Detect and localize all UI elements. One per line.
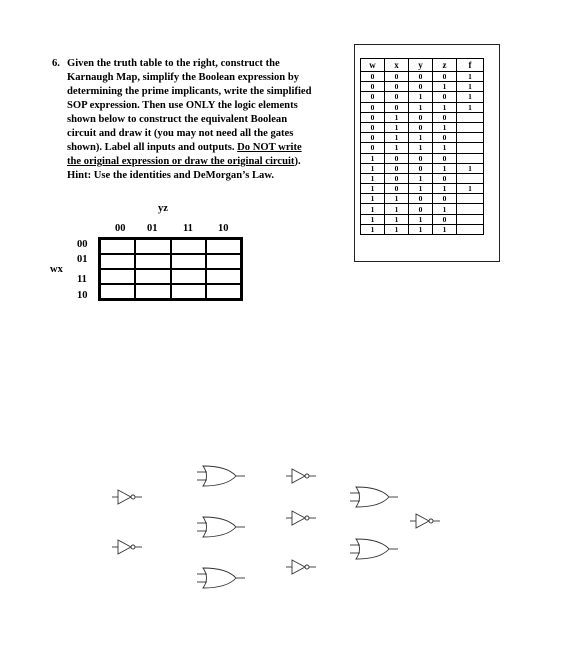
truth-table-cell: 1 xyxy=(385,224,409,234)
kmap-cell[interactable] xyxy=(206,269,241,284)
kmap-cell[interactable] xyxy=(135,254,170,269)
truth-table-cell xyxy=(457,194,484,204)
truth-table-cell: 0 xyxy=(433,173,457,183)
truth-table-row xyxy=(361,102,484,112)
kmap-cell[interactable] xyxy=(135,269,170,284)
truth-table-cell: 1 xyxy=(361,194,385,204)
truth-table-cell: 0 xyxy=(433,133,457,143)
truth-table-row xyxy=(361,72,484,82)
truth-table-cell: 0 xyxy=(385,92,409,102)
truth-table-cell: 0 xyxy=(361,133,385,143)
truth-table-cell: 1 xyxy=(385,133,409,143)
truth-table-body xyxy=(361,72,484,235)
truth-table-row xyxy=(361,122,484,132)
truth-table-cell: 1 xyxy=(361,173,385,183)
or-gate xyxy=(197,466,245,486)
kmap-row-header: 01 xyxy=(77,254,88,265)
truth-table-cell: 1 xyxy=(361,214,385,224)
truth-table-cell: 1 xyxy=(409,173,433,183)
truth-table-cell: 0 xyxy=(361,122,385,132)
truth-table-row xyxy=(361,184,484,194)
truth-table-cell: 0 xyxy=(409,153,433,163)
kmap-column-variable: yz xyxy=(158,203,168,214)
truth-table-header-z: z xyxy=(433,59,457,72)
truth-table-cell: 1 xyxy=(385,214,409,224)
truth-table-cell: 0 xyxy=(385,82,409,92)
truth-table-cell xyxy=(457,133,484,143)
truth-table-cell: 1 xyxy=(361,204,385,214)
kmap-row-header: 00 xyxy=(77,239,88,250)
truth-table-cell: 0 xyxy=(409,112,433,122)
truth-table-cell: 0 xyxy=(361,112,385,122)
not-gate xyxy=(286,560,316,574)
truth-table-header-f: f xyxy=(457,59,484,72)
kmap-col-header: 00 xyxy=(115,223,126,234)
truth-table-cell xyxy=(457,112,484,122)
truth-table-header-x: x xyxy=(385,59,409,72)
not-gate xyxy=(410,514,440,528)
truth-table-cell: 0 xyxy=(433,92,457,102)
truth-table-cell: 0 xyxy=(409,122,433,132)
truth-table-cell xyxy=(457,214,484,224)
question-line xyxy=(67,155,352,169)
truth-table-cell xyxy=(457,173,484,183)
question-line: circuit and draw it (you may not need all the gates xyxy=(67,128,294,139)
or-gate xyxy=(197,568,245,588)
kmap-cell[interactable] xyxy=(206,284,241,299)
truth-table-row xyxy=(361,173,484,183)
kmap-cell[interactable] xyxy=(100,239,135,254)
truth-table-cell: 0 xyxy=(409,194,433,204)
instruction-underlined: Do NOT write xyxy=(237,142,302,153)
truth-table-cell: 1 xyxy=(361,163,385,173)
truth-table-row xyxy=(361,204,484,214)
kmap-cell[interactable] xyxy=(171,284,206,299)
kmap-col-header: 10 xyxy=(218,223,229,234)
truth-table-cell: 1 xyxy=(433,102,457,112)
truth-table-cell: 1 xyxy=(385,112,409,122)
truth-table-cell: 0 xyxy=(361,143,385,153)
truth-table-cell: 0 xyxy=(361,72,385,82)
truth-table-cell: 1 xyxy=(433,163,457,173)
question-line: SOP expression. Then use ONLY the logic elements xyxy=(67,100,298,111)
kmap-cell[interactable] xyxy=(171,254,206,269)
truth-table-cell: 0 xyxy=(433,153,457,163)
truth-table-cell: 1 xyxy=(361,184,385,194)
truth-table-cell: 1 xyxy=(409,184,433,194)
truth-table-cell: 1 xyxy=(457,102,484,112)
kmap-cell[interactable] xyxy=(100,269,135,284)
truth-table-cell: 1 xyxy=(433,184,457,194)
kmap-row-header: 10 xyxy=(77,290,88,301)
truth-table-row xyxy=(361,214,484,224)
truth-table-row xyxy=(361,112,484,122)
truth-table-row xyxy=(361,92,484,102)
kmap-row-variable: wx xyxy=(50,264,63,275)
truth-table-cell: 0 xyxy=(433,72,457,82)
truth-table-cell: 1 xyxy=(409,224,433,234)
truth-table-cell: 1 xyxy=(433,143,457,153)
truth-table-cell: 1 xyxy=(433,82,457,92)
truth-table-row xyxy=(361,153,484,163)
kmap-row-header: 11 xyxy=(77,274,87,285)
truth-table-cell xyxy=(457,122,484,132)
truth-table-cell: 1 xyxy=(433,122,457,132)
truth-table-row xyxy=(361,133,484,143)
truth-table-header-w: w xyxy=(361,59,385,72)
truth-table-cell: 1 xyxy=(433,204,457,214)
truth-table-row xyxy=(361,163,484,173)
truth-table-cell: 0 xyxy=(409,72,433,82)
truth-table-cell: 1 xyxy=(409,92,433,102)
hint-text: Hint: Use the identities and DeMorgan’s Law. xyxy=(67,170,275,181)
truth-table-cell: 0 xyxy=(385,184,409,194)
or-gate xyxy=(350,539,398,559)
truth-table-cell: 0 xyxy=(385,72,409,82)
truth-table-cell: 1 xyxy=(409,214,433,224)
truth-table-cell: 1 xyxy=(457,163,484,173)
kmap-cell[interactable] xyxy=(100,254,135,269)
or-gate xyxy=(350,487,398,507)
truth-table-cell: 1 xyxy=(361,224,385,234)
kmap-col-header: 11 xyxy=(183,223,193,234)
truth-table-row xyxy=(361,194,484,204)
truth-table-cell: 0 xyxy=(361,102,385,112)
truth-table-cell: 1 xyxy=(457,92,484,102)
truth-table-cell: 0 xyxy=(385,163,409,173)
question-line: Karnaugh Map, simplify the Boolean expression by xyxy=(67,72,300,83)
truth-table-cell: 1 xyxy=(385,204,409,214)
kmap-cell[interactable] xyxy=(100,284,135,299)
kmap-cell[interactable] xyxy=(171,269,206,284)
truth-table-cell: 0 xyxy=(361,92,385,102)
truth-table-cell: 0 xyxy=(385,173,409,183)
truth-table-cell: 0 xyxy=(409,204,433,214)
truth-table-cell: 1 xyxy=(457,82,484,92)
kmap-cell[interactable] xyxy=(135,239,170,254)
karnaugh-map-grid xyxy=(98,237,243,301)
truth-table-header-row xyxy=(361,59,484,72)
truth-table-cell xyxy=(457,143,484,153)
not-gate xyxy=(112,540,142,554)
truth-table-cell: 0 xyxy=(433,214,457,224)
not-gate xyxy=(286,511,316,525)
question-line xyxy=(67,141,352,155)
question-text xyxy=(52,57,352,183)
truth-table-cell: 1 xyxy=(433,224,457,234)
truth-table-cell: 0 xyxy=(433,194,457,204)
truth-table-cell: 0 xyxy=(361,82,385,92)
kmap-col-header: 01 xyxy=(147,223,158,234)
truth-table-cell xyxy=(457,224,484,234)
truth-table-row xyxy=(361,143,484,153)
truth-table-cell: 1 xyxy=(409,143,433,153)
question-line: Given the truth table to the right, construct the xyxy=(67,58,280,69)
truth-table-header-y: y xyxy=(409,59,433,72)
truth-table-cell: 0 xyxy=(409,82,433,92)
truth-table-cell: 1 xyxy=(385,122,409,132)
or-gate xyxy=(197,517,245,537)
question-line: determining the prime implicants, write the simplified xyxy=(67,86,312,97)
question-line: shown below to construct the equivalent Boolean xyxy=(67,114,288,125)
not-gate xyxy=(286,469,316,483)
question-line-text: shown). Label all inputs and outputs. xyxy=(67,142,238,153)
truth-table-cell: 1 xyxy=(457,184,484,194)
question-number: 6. xyxy=(52,58,60,69)
truth-table-cell xyxy=(457,204,484,214)
truth-table-cell xyxy=(457,153,484,163)
truth-table-row xyxy=(361,82,484,92)
truth-table-cell: 0 xyxy=(433,112,457,122)
kmap-cell[interactable] xyxy=(171,239,206,254)
truth-table-cell: 1 xyxy=(409,133,433,143)
instruction-underlined: the original expression or draw the original circuit xyxy=(67,156,295,167)
truth-table xyxy=(360,58,484,235)
truth-table-cell: 1 xyxy=(385,143,409,153)
truth-table-cell: 1 xyxy=(361,153,385,163)
question-line-text: ). xyxy=(294,156,301,167)
kmap-cell[interactable] xyxy=(206,239,241,254)
not-gate xyxy=(112,490,142,504)
truth-table-cell: 1 xyxy=(385,194,409,204)
truth-table-cell: 1 xyxy=(409,102,433,112)
kmap-cell[interactable] xyxy=(135,284,170,299)
truth-table-cell: 0 xyxy=(409,163,433,173)
truth-table-row xyxy=(361,224,484,234)
kmap-cell[interactable] xyxy=(206,254,241,269)
question-body xyxy=(67,57,352,183)
truth-table-cell: 0 xyxy=(385,102,409,112)
truth-table-cell: 1 xyxy=(457,72,484,82)
truth-table-cell: 0 xyxy=(385,153,409,163)
